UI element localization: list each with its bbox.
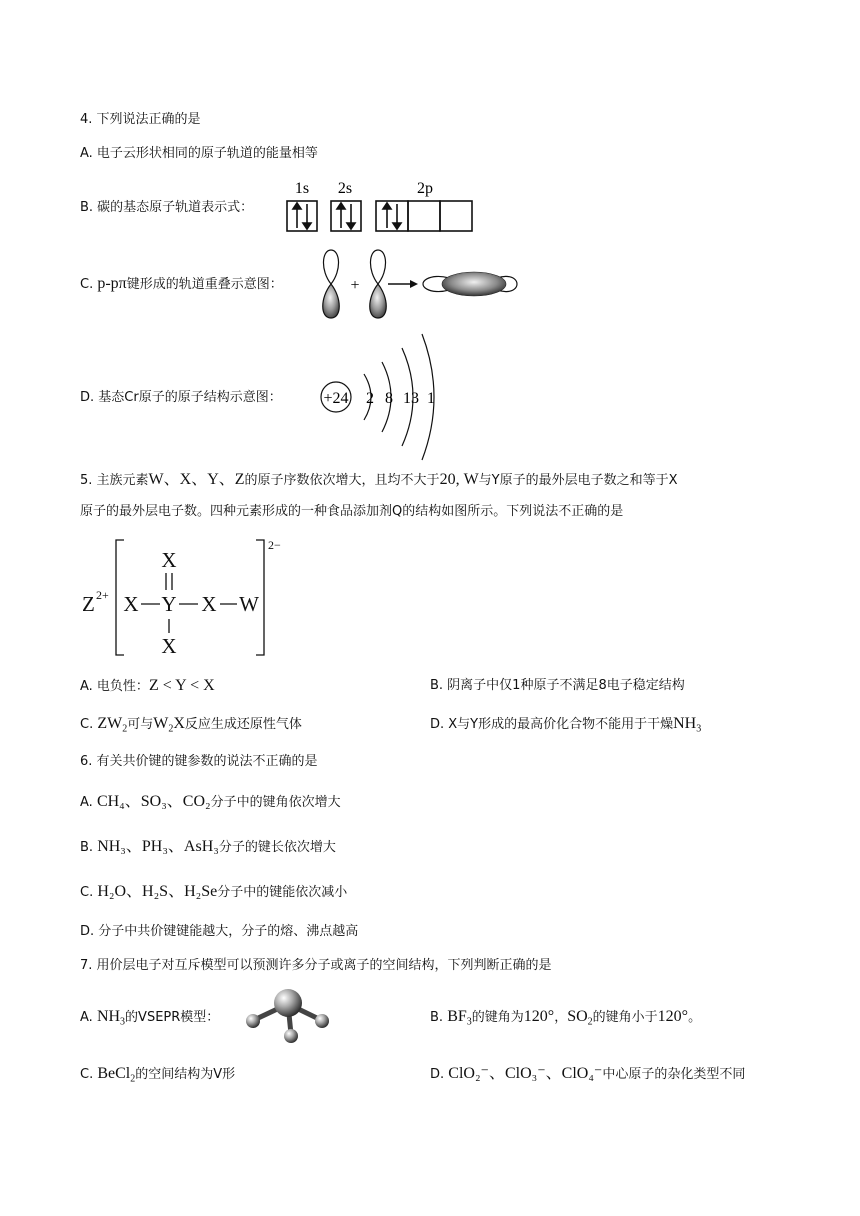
electron-spin-arrows [293,203,401,229]
q5-structure-diagram [78,535,293,663]
ligand-ball-3 [284,1029,298,1043]
q4-option-b: B. 碳的基态原子轨道表示式： [80,200,254,215]
q4-option-a: A. 电子云形状相同的原子轨道的能量相等 [80,146,318,161]
ligand-ball-1 [246,1014,260,1028]
q7-option-c: C. BeCl$_2$的空间结构为V形 [80,1065,236,1085]
ligand-ball-2 [315,1014,329,1028]
plus-sign: + [350,277,360,294]
atom-x-bottom: X [161,634,177,658]
p-p-pi-overlap-diagram [318,246,523,324]
atom-x-top: X [161,548,177,572]
cation-symbol: Z [82,592,95,616]
q6-option-d: D. 分子中共价键键能越大，分子的熔、沸点越高 [80,924,359,939]
orbital-box-1s [287,201,317,231]
q7-option-a: A. $NH_3$的VSEPR模型： [80,1008,220,1028]
shell-count-1: 2 [366,390,374,407]
orbital-label-2s: 2s [337,180,353,197]
q5-stem-line2: 原子的最外层电子数。四种元素形成的一种食品添加剂Q的结构如图所示。下列说法不正确的是 [80,504,624,519]
q6-stem: 6. 有关共价键的键参数的说法不正确的是 [80,754,318,769]
orbital-box-2p-2 [408,201,440,231]
cation-charge: 2+ [96,588,109,602]
q5-option-a: A. 电负性：Z < Y < X [80,677,215,694]
shell-count-2: 8 [385,390,393,407]
cr-atomic-structure-diagram [318,330,443,464]
nucleus-charge: +24 [323,390,349,407]
shell-count-4: 1 [427,390,435,407]
q7-stem: 7. 用价层电子对互斥模型可以预测许多分子或离子的空间结构，下列判断正确的是 [80,958,552,973]
arrow-icon [410,280,418,288]
q4-stem: 4. 下列说法正确的是 [80,112,201,127]
q4-option-d: D. 基态Cr原子的原子结构示意图： [80,390,282,405]
atom-x-right: X [201,592,217,616]
q5-option-d: D. X与Y形成的最高价化合物不能用于干燥$NH_3$ [430,715,702,735]
orbital-label-1s: 1s [294,180,310,197]
q6-option-a: A. CH₄、SO₃、CO₂分子中的键角依次增大 [80,793,341,810]
q5-stem-line1: 5. 主族元素W、X、Y、Z的原子序数依次增大，且均不大于20, W与Y原子的最外层电子数之和等于X [80,471,678,488]
q6-option-c: C. H₂O、H₂S、H₂Se分子中的键能依次减小 [80,883,348,900]
central-atom-ball [274,989,302,1017]
q7-option-d: D. ClO₂⁻、ClO₃⁻、ClO₄⁻中心原子的杂化类型不同 [430,1065,746,1082]
q5-option-b: B. 阴离子中仅1种原子不满足8电子稳定结构 [430,678,685,693]
q6-option-b: B. NH₃、PH₃、AsH₃分子的键长依次增大 [80,838,336,855]
electron-shell-arcs [364,334,434,460]
anion-charge: 2− [268,538,281,552]
q4-option-c: C. p-pπ键形成的轨道重叠示意图： [80,275,283,292]
orbital-box-2s [331,201,361,231]
atom-w: W [239,592,259,616]
q7-option-b: B. $BF_3$的键角为120°，$SO_2$的键角小于120°。 [430,1008,702,1028]
orbital-box-2p-3 [440,201,472,231]
atom-x-left: X [123,592,139,616]
shell-count-3: 13 [403,390,419,407]
q5-option-c: C. $ZW_2$可与$W_2X$反应生成还原性气体 [80,715,302,735]
orbital-label-2p: 2p [417,180,433,197]
nh3-vsepr-model [240,987,335,1045]
carbon-orbital-diagram [280,176,480,236]
orbital-box-2p-1 [376,201,408,231]
atom-y-center: Y [161,592,177,616]
